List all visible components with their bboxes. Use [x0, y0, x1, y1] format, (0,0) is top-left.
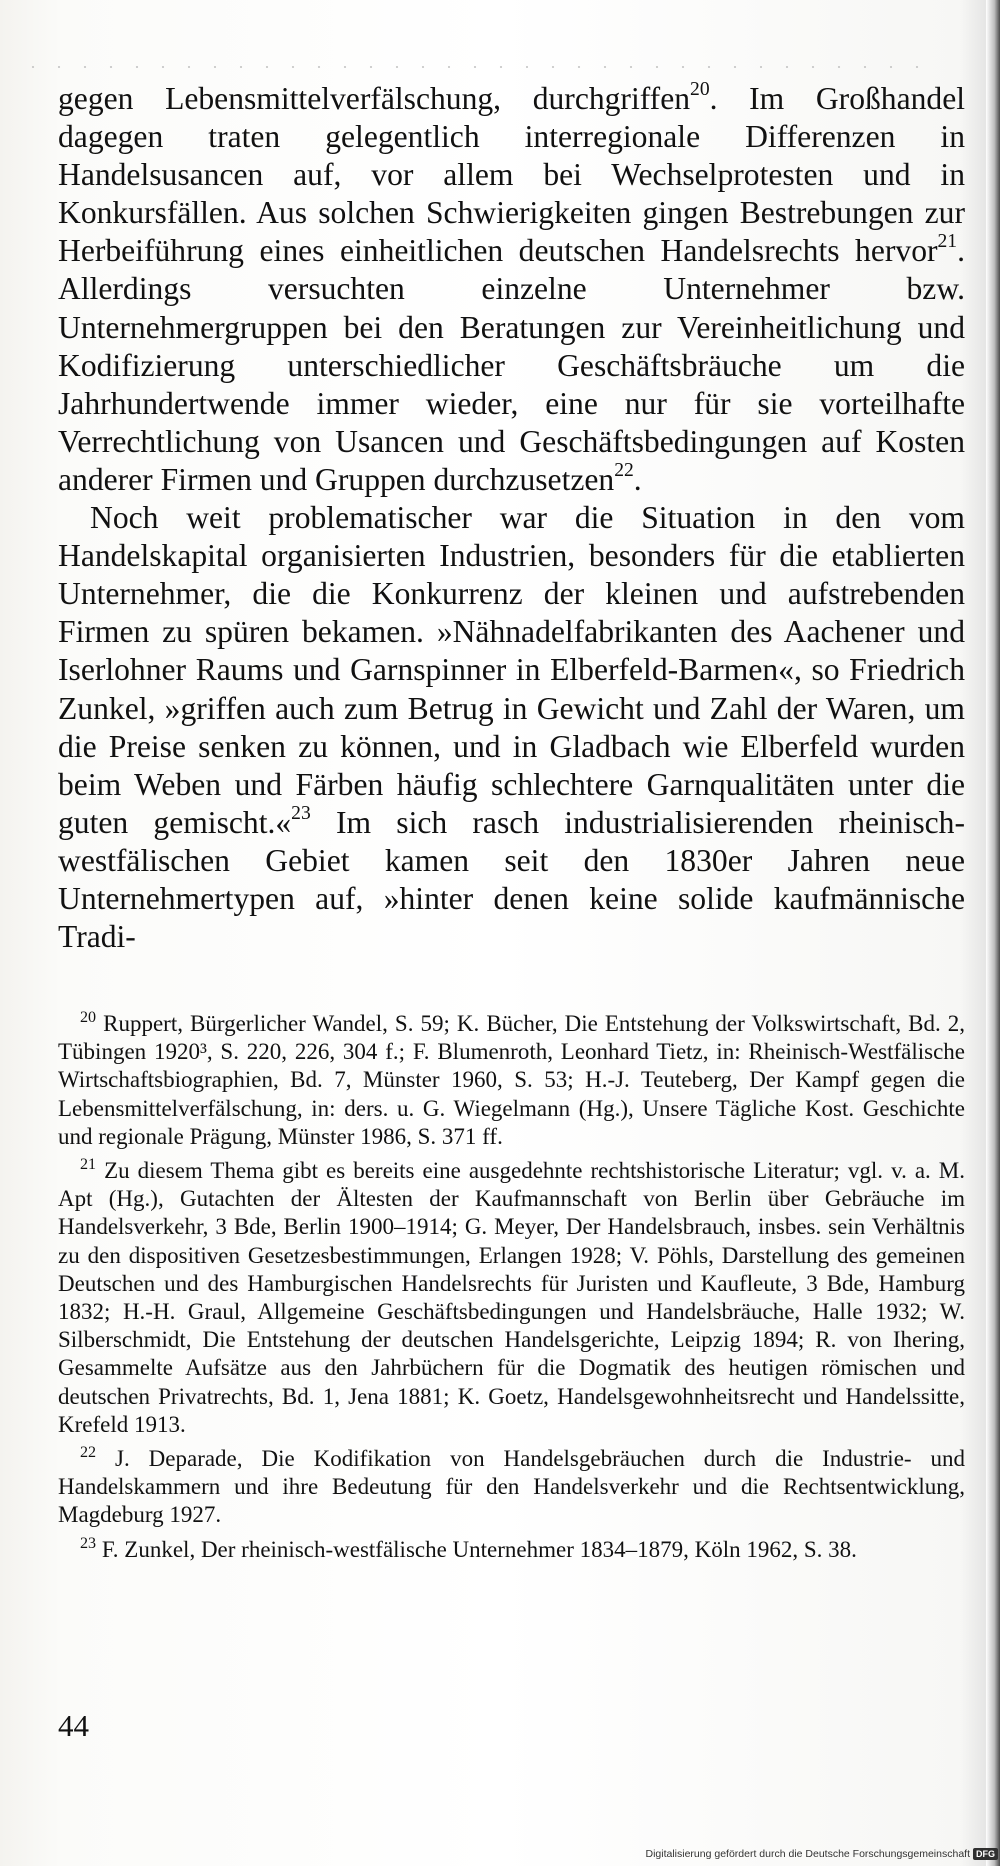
digitization-credit [645, 1848, 998, 1860]
page-edge-shadow [986, 0, 1000, 1866]
footnote-text: F. Zunkel, Der rheinisch-westfälische Unternehmer 1834–1879, Köln 1962, S. 38. [96, 1536, 857, 1562]
paragraph-2 [58, 499, 965, 956]
credit-text: Digitalisierung gefördert durch die Deutsche Forschungsgemeinschaft [645, 1847, 970, 1860]
footnote-number: 23 [80, 1534, 97, 1552]
paragraph-1 [58, 80, 965, 499]
footnote-number: 21 [80, 1156, 97, 1174]
footnote-number: 20 [80, 1009, 97, 1027]
footnote-22 [58, 1445, 965, 1530]
text-segment: . Allerdings versuchten einzelne Unternehmer bzw. Unternehmergruppen bei den Beratungen zur Vereinheitlichung und Kodifizierung unterschiedlicher Geschäftsbräuche um die Jahrhundertwende immer wieder, eine nur für sie vorteilhafte Verrechtlichung von Usancen und Geschäftsbedingungen auf Kosten anderer Firmen und Gruppen durchzusetzen [58, 233, 965, 497]
footnote-ref-20: 20 [690, 78, 710, 100]
dfg-logo-icon: DFG [973, 1848, 998, 1860]
footnote-23 [58, 1536, 965, 1564]
footnote-ref-21: 21 [937, 231, 958, 253]
footnote-ref-22: 22 [614, 459, 634, 481]
main-text [58, 80, 965, 956]
text-segment: Noch weit problematischer war die Situation in den vom Handelskapital organisierten Industrien, besonders für die etablierten Unternehmer, die die Konkurrenz der kleinen und aufstrebenden Firmen zu spüren bekamen. »Nähnadelfabrikanten des Aachener und Iserlohner Raums und Garnspinner in Elberfeld-Barmen«, so Friedrich Zunkel, »griffen auch zum Betrug in Gewicht und Zahl der Waren, um die Preise senken zu können, und in Gladbach wie Elberfeld wurden beim Weben und Färben häufig schlechtere Garnqualitäten unter die guten gemischt.« [58, 500, 965, 840]
scan-artifact-dots [20, 66, 940, 68]
text-segment: . [633, 461, 642, 497]
footnote-ref-23: 23 [291, 802, 311, 824]
text-segment: Im sich rasch industrialisierenden rheinisch-westfälischen Gebiet kamen seit den 1830er Jahren neue Unternehmertypen auf, »hinter denen keine solide kaufmännische Tradi- [58, 804, 965, 955]
footnotes [58, 1010, 965, 1570]
footnote-text: Ruppert, Bürgerlicher Wandel, S. 59; K. Bücher, Die Entstehung der Volkswirtschaft, Bd. 2, Tübingen 1920³, S. 220, 226, 304 f.; F. Blumenroth, Leonhard Tietz, in: Rheinisch-Westfälische Wirtschaftsbiographien, Bd. 7, Münster 1960, S. 53; H.-J. Teuteberg, Der Kampf gegen die Lebensmittelverfälschung, in: ders. u. G. Wiegelmann (Hg.), Unsere Tägliche Kost. Geschichte und regionale Prägung, Münster 1986, S. 371 ff. [58, 1011, 965, 1149]
text-segment: gegen Lebensmittelverfälschung, durchgriffen [58, 81, 691, 116]
footnote-21 [58, 1157, 965, 1439]
text-segment: . Im Großhandel dagegen traten gelegentlich interregionale Differenzen in Handelsusancen auf, vor allem bei Wechselprotesten und in Konkursfällen. Aus solchen Schwierigkeiten gingen Bestrebungen zur Herbeiführung eines einheitlichen deutschen Handelsrechts hervor [58, 81, 966, 269]
footnote-text: J. Deparade, Die Kodifikation von Handelsgebräuchen durch die Industrie- und Handelskammern und ihre Bedeutung für den Handelsverkehr und die Rechtsentwicklung, Magdeburg 1927. [58, 1446, 965, 1528]
footnote-number: 22 [80, 1444, 97, 1462]
footnote-20 [58, 1010, 965, 1151]
footnote-text: Zu diesem Thema gibt es bereits eine ausgedehnte rechtshistorische Literatur; vgl. v. a. M. Apt (Hg.), Gutachten der Ältesten der Kaufmannschaft von Berlin über Gebräuche im Handelsverkehr, 3 Bde, Berlin 1900–1914; G. Meyer, Der Handelsbrauch, insbes. sein Verhältnis zu den dispositiven Gesetzesbestimmungen, Erlangen 1928; V. Pöhls, Darstellung des gemeinen Deutschen und des Hamburgischen Handelsrechts für Juristen und Kaufleute, 3 Bde, Hamburg 1832; H.-H. Graul, Allgemeine Geschäftsbedingungen und Handelsbräuche, Halle 1932; W. Silberschmidt, Die Entstehung der deutschen Handelsgerichte, Leipzig 1894; R. von Ihering, Gesammelte Aufsätze aus den Jahrbüchern für die Dogmatik des heutigen römischen und deutschen Privatrechts, Bd. 1, Jena 1881; K. Goetz, Handelsgewohnheitsrecht und Handelssitte, Krefeld 1913. [58, 1158, 965, 1437]
page-number: 44 [58, 1708, 89, 1743]
